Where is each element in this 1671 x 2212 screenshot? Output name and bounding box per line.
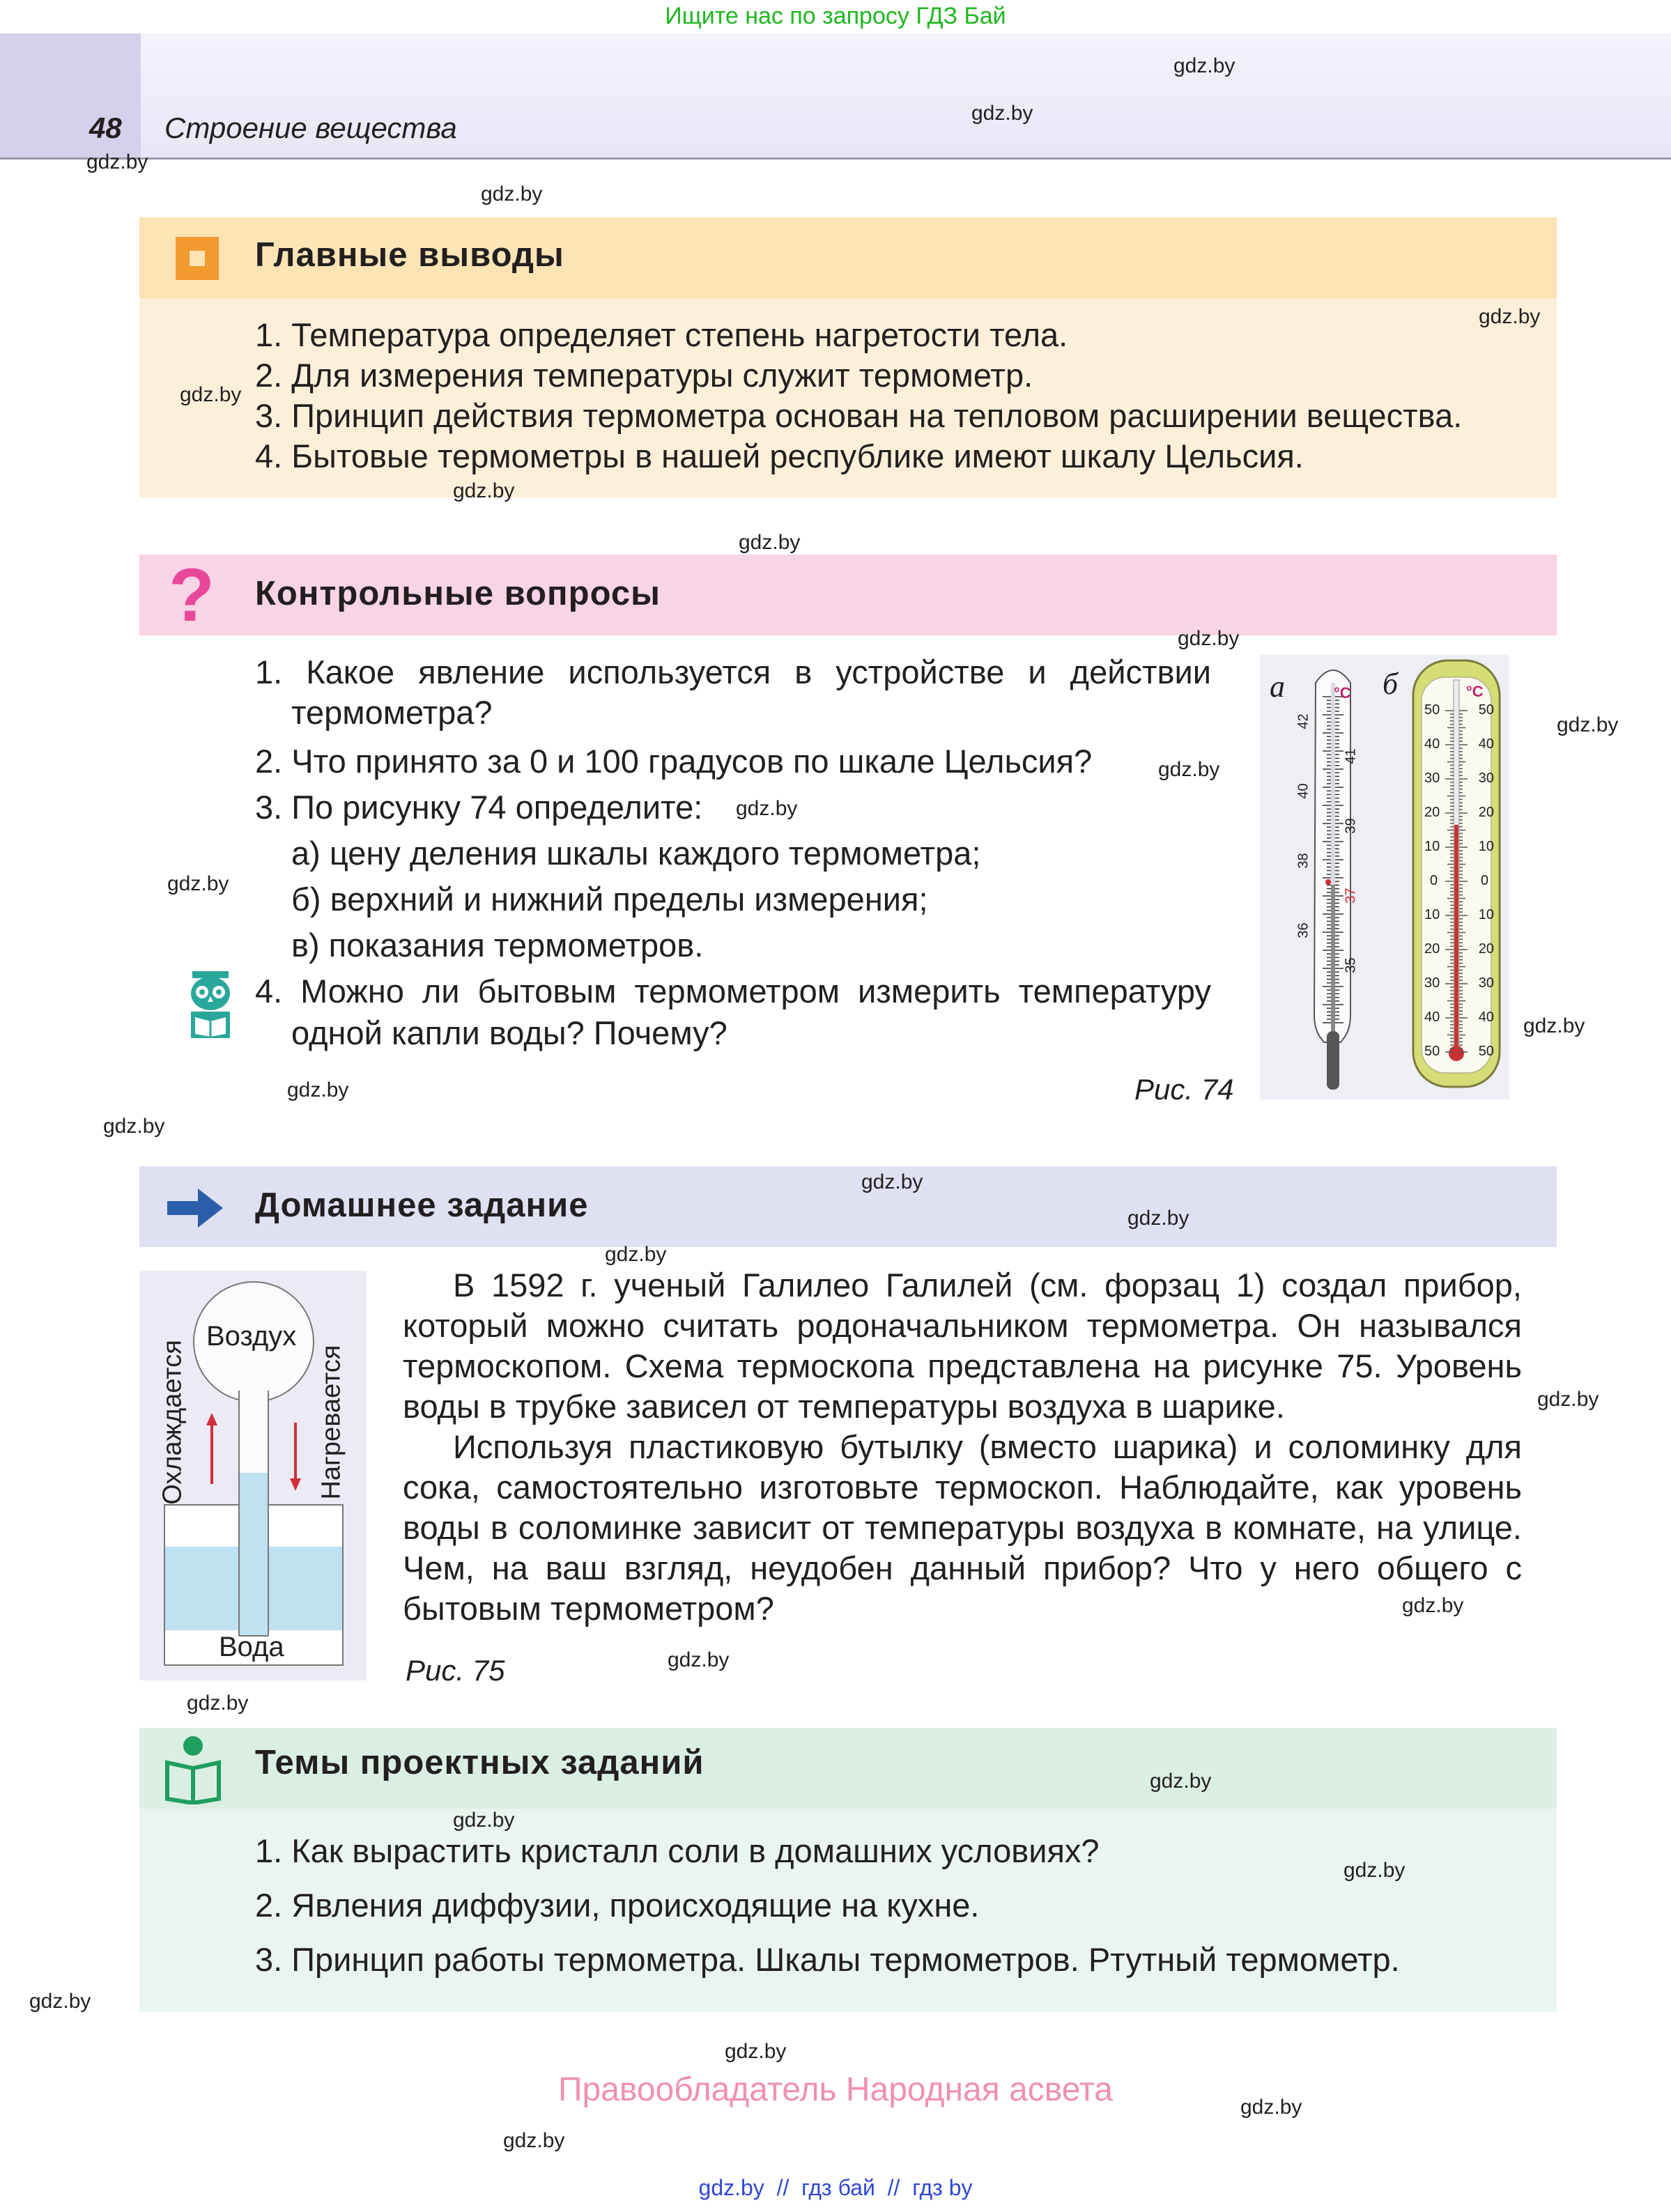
scale-label: 0	[1430, 873, 1438, 888]
scale-row	[1424, 1010, 1494, 1026]
scale-row	[1424, 941, 1494, 957]
watermark: gdz.by	[736, 797, 798, 820]
scale-label: 36	[1295, 922, 1311, 938]
watermark: gdz.by	[725, 2040, 787, 2063]
watermark: gdz.by	[287, 1078, 349, 1101]
figure-75	[139, 1271, 367, 1680]
scale-label: 39	[1343, 818, 1359, 834]
scale-label: 50	[1424, 1044, 1440, 1059]
watermark: gdz.by	[668, 1648, 730, 1671]
list-item: 3. Принцип работы термометра. Шкалы термометров. Ртутный термометр.	[255, 1941, 1400, 1978]
conclusions-title: Главные выводы	[255, 236, 564, 274]
question-mark-icon: ?	[169, 552, 215, 637]
question-item: термометра?	[291, 694, 493, 731]
arrow-right-icon	[167, 1189, 223, 1228]
watermark: gdz.by	[1173, 54, 1235, 77]
scale-row	[1424, 907, 1494, 923]
watermark: gdz.by	[481, 183, 543, 206]
question-item: б) верхний и нижний пределы измерения;	[291, 881, 928, 918]
list-item: 1. Как вырастить кристалл соли в домашних условиях?	[255, 1832, 1100, 1869]
projects-header	[139, 1728, 1557, 1809]
homework-paragraph-2: Используя пластиковую бутылку (вместо шарика) и соломинку для сока, самостоятельно изготовьте термоскоп. Наблюдайте, как уровень воды в соломинке зависит от температуры воздуха в комнате, на улице. Чем, на ваш взгляд, неудобен данный прибор? Что у него общего с бытовым термометром?	[403, 1428, 1522, 1627]
scale-label: 30	[1478, 771, 1494, 786]
conclusions-header	[139, 217, 1557, 298]
scale-label: 35	[1343, 957, 1359, 973]
watermark: gdz.by	[1479, 305, 1541, 328]
scale-label: 40	[1424, 736, 1440, 752]
scale-label: 50	[1478, 1044, 1494, 1059]
question-item: 4. Можно ли бытовым термометром измерить температуру	[255, 973, 1211, 1010]
figure-74-caption: Рис. 74	[1134, 1073, 1234, 1106]
watermark: gdz.by	[180, 383, 242, 406]
list-item: 2. Для измерения температуры служит термометр.	[255, 357, 1033, 394]
scale-label: 42	[1295, 713, 1311, 729]
scale-label: 50	[1424, 702, 1440, 718]
scale-label: 20	[1478, 941, 1494, 957]
question-item: в) показания термометров.	[291, 927, 704, 964]
figure-label-a: а	[1270, 670, 1285, 704]
scale-row	[1424, 1044, 1494, 1060]
scale-label: 10	[1424, 839, 1440, 854]
scale-label: 40	[1295, 783, 1311, 799]
watermark: gdz.by	[1343, 1859, 1406, 1882]
question-item: одной капли воды? Почему?	[291, 1014, 727, 1051]
scale-row	[1424, 805, 1494, 821]
thermometer-a-scale-left	[1286, 655, 1314, 1073]
scale-label: 20	[1424, 805, 1440, 820]
watermark: gdz.by	[453, 479, 515, 502]
watermark: gdz.by	[971, 102, 1033, 125]
figure-75-caption: Рис. 75	[406, 1654, 505, 1687]
question-item: 3. По рисунку 74 определите:	[255, 789, 703, 826]
list-item: 3. Принцип действия термометра основан на тепловом расширении вещества.	[255, 397, 1463, 434]
watermark: gdz.by	[103, 1115, 165, 1138]
scale-label: 38	[1295, 853, 1311, 869]
watermark: gdz.by	[1158, 758, 1220, 781]
figure-74	[1260, 655, 1509, 1099]
scale-row	[1424, 839, 1494, 855]
scale-label: 10	[1424, 907, 1440, 922]
scale-label: 20	[1478, 805, 1494, 820]
question-item: а) цену деления шкалы каждого термометра;	[291, 835, 981, 872]
thermometer-b-scale	[1424, 702, 1494, 1078]
watermark: gdz.by	[167, 872, 229, 895]
watermark: gdz.by	[187, 1692, 249, 1715]
homework-header	[139, 1166, 1557, 1247]
scale-row	[1424, 975, 1494, 991]
watermark: gdz.by	[1178, 627, 1240, 650]
homework-paragraph-1: В 1592 г. ученый Галилео Галилей (см. форзац 1) создал прибор, который можно считать родоначальником термометра. Он назывался термоскопом. Схема термоскопа представлена на рисунке 75. Уровень воды в трубке зависел от температуры воздуха в шарике.	[403, 1267, 1522, 1425]
scale-label: 40	[1478, 736, 1494, 752]
scale-label: 10	[1478, 839, 1494, 854]
scale-label: 10	[1478, 907, 1494, 922]
projects-title: Темы проектных заданий	[255, 1744, 704, 1781]
section-title: Строение вещества	[164, 111, 457, 144]
heats-label: Нагревается	[316, 1345, 346, 1500]
scale-label: 40	[1424, 1010, 1440, 1025]
scale-label: 20	[1424, 941, 1440, 957]
page-number: 48	[89, 111, 122, 144]
watermark: gdz.by	[1537, 1388, 1599, 1411]
watermark: gdz.by	[1402, 1594, 1464, 1617]
water-label: Вода	[219, 1632, 284, 1662]
watermark: gdz.by	[453, 1809, 515, 1832]
thermometer-a-unit: °С	[1334, 684, 1351, 702]
watermark: gdz.by	[1557, 713, 1619, 736]
watermark: gdz.by	[861, 1170, 923, 1193]
watermark: gdz.by	[503, 2129, 565, 2152]
questions-title: Контрольные вопросы	[255, 575, 661, 612]
homework-title: Домашнее задание	[255, 1186, 589, 1224]
square-icon	[176, 237, 219, 280]
watermark: gdz.by	[605, 1243, 667, 1266]
scale-label: 0	[1480, 873, 1488, 888]
question-item: 2. Что принято за 0 и 100 градусов по шкале Цельсия?	[255, 743, 1093, 780]
footer-links[interactable]: gdz.by // гдз бай // гдз by	[698, 2175, 973, 2200]
scale-row	[1424, 771, 1494, 787]
watermark: gdz.by	[29, 1990, 91, 2013]
cools-label: Охлаждается	[157, 1340, 187, 1505]
list-item: 1. Температура определяет степень нагретости тела.	[255, 316, 1068, 353]
thermometer-b-unit: °С	[1466, 683, 1484, 700]
watermark: gdz.by	[1150, 1770, 1212, 1793]
list-item: 2. Явления диффузии, происходящие на кухне.	[255, 1887, 980, 1924]
scale-label: 30	[1478, 975, 1494, 991]
top-banner[interactable]: Ищите нас по запросу ГДЗ Бай	[665, 3, 1006, 29]
scale-label: 50	[1478, 702, 1494, 718]
copyright-text: Правообладатель Народная асвета	[558, 2071, 1113, 2108]
figure-label-b: б	[1383, 667, 1399, 701]
watermark: gdz.by	[1523, 1014, 1585, 1037]
thermometer-a-scale-right	[1334, 655, 1362, 1073]
owl-book-icon	[188, 968, 233, 1041]
scale-row	[1424, 736, 1494, 752]
watermark: gdz.by	[1127, 1207, 1189, 1230]
header-divider	[0, 157, 1671, 160]
scale-row	[1424, 702, 1494, 718]
scale-label: 30	[1424, 975, 1440, 991]
watermark: gdz.by	[1240, 2096, 1302, 2119]
scale-label: 41	[1343, 748, 1359, 764]
scale-label: 37	[1343, 888, 1359, 904]
list-item: 4. Бытовые термометры в нашей республике имеют шкалу Цельсия.	[255, 438, 1304, 474]
air-label: Воздух	[206, 1321, 297, 1352]
question-item: 1. Какое явление используется в устройстве и действии	[255, 653, 1211, 690]
scale-label: 40	[1478, 1010, 1494, 1025]
scale-label: 30	[1424, 771, 1440, 786]
scale-row	[1424, 873, 1494, 889]
watermark: gdz.by	[739, 531, 801, 554]
book-reader-icon	[163, 1735, 223, 1804]
questions-header	[139, 552, 1557, 637]
watermark: gdz.by	[86, 150, 148, 173]
